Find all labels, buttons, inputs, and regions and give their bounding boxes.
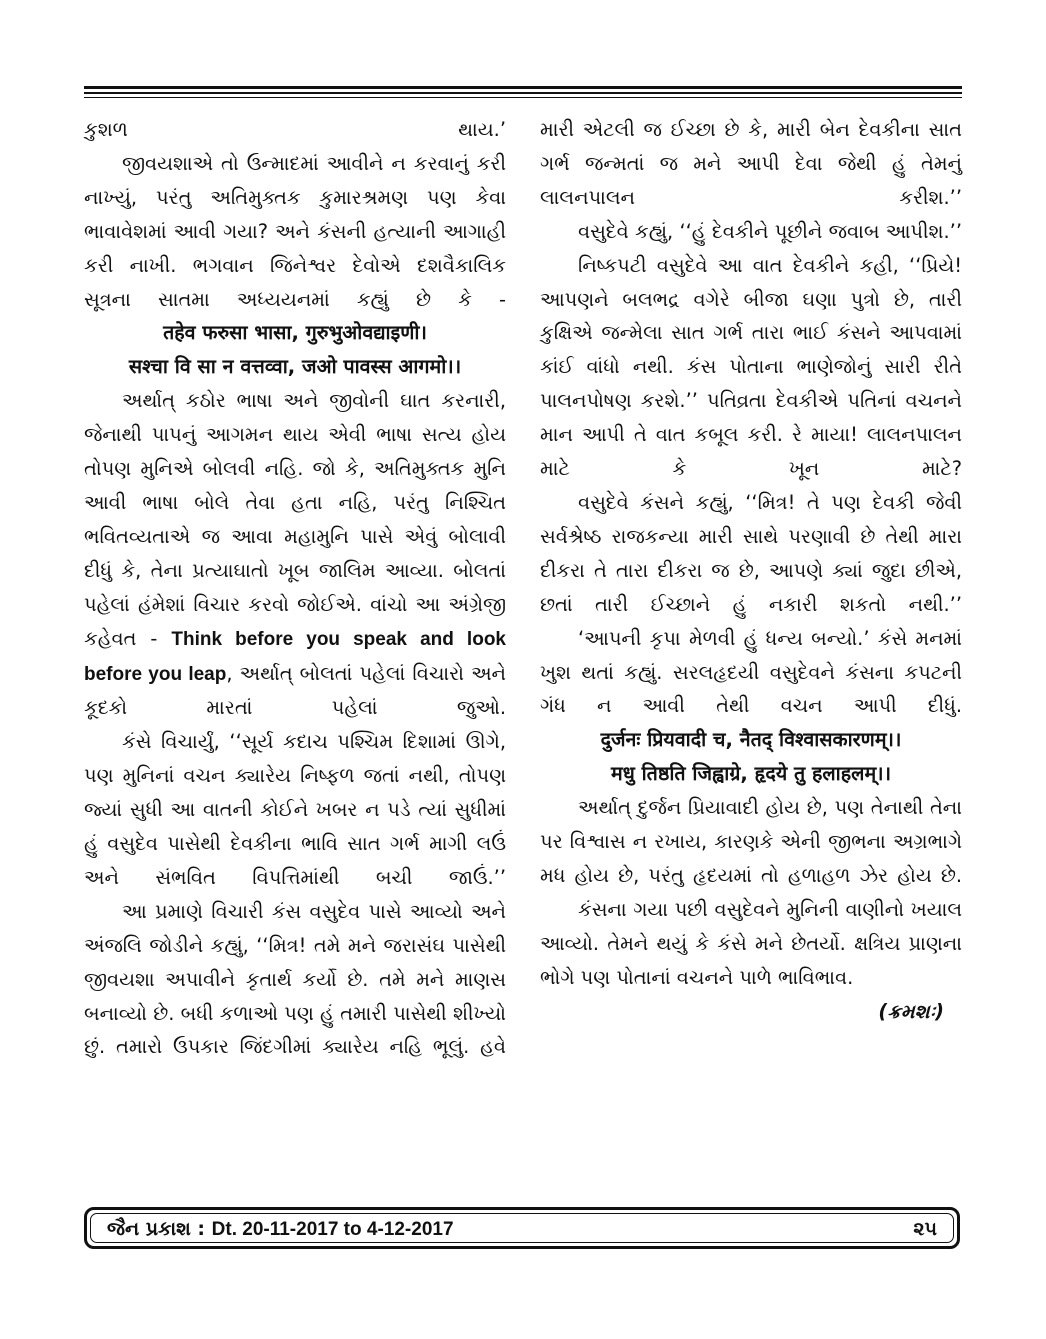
sanskrit-verse-line: मधु तिष्ठति जिह्वाग्रे, हृदये तु हलाहलम्।।	[610, 762, 892, 786]
issue-date-range: Dt. 20-11-2017 to 4-12-2017	[211, 1219, 454, 1240]
paragraph	[540, 893, 962, 1023]
right-column	[540, 113, 962, 1028]
paragraph	[84, 384, 506, 725]
footer-separator: :	[197, 1218, 206, 1240]
sanskrit-verse-line: सश्चा वि सा न वत्तव्वा, जओ पावस्स आगमो।।	[128, 355, 462, 379]
page-number: ૨૫	[913, 1218, 937, 1240]
english-proverb: Think before you speak and look before you leap	[84, 628, 506, 685]
paragraph: વસુદેવે કંસને કહ્યું, ‘‘મિત્ર! તે પણ દેવકી જેવી સર્વશ્રેષ્ઠ રાજકન્યા મારી સાથે પરણાવી છે તેથી મારા દીકરા તે તારા દીકરા જ છે, આપણે ક્યાં જુદા છીએ, છતાં તારી ઈચ્છાને હું નકારી શકતો નથી.’’	[540, 490, 962, 616]
paragraph: જીવયશાએ તો ઉન્માદમાં આવીને ન કરવાનું કરી નાખ્યું, પરંતુ અતિમુક્તક કુમારશ્રમણ પણ કેવા ભાવાવેશમાં આવી ગયા? અને કંસની હત્યાની આગાહી કરી નાખી. ભગવાન જિનેશ્વર દેવોએ દશવૈકાલિક સૂત્રના સાતમા અધ્યયનમાં કહ્યું છે કે -	[84, 151, 506, 311]
paragraph: મારી એટલી જ ઈચ્છા છે કે, મારી બેન દેવકીના સાત ગર્ભ જન્મતાં જ મને આપી દેવા જેથી હું તેમનું લાલનપાલન કરીશ.’’	[540, 118, 962, 209]
paragraph: અર્થાત્ દુર્જન પ્રિયાવાદી હોય છે, પણ તેનાથી તેના પર વિશ્વાસ ન રખાય, કારણકે એની જીભના અગ્રભાગે મધ હોય છે, પરંતુ હૃદયમાં તો હળાહળ ઝેર હોય છે.	[540, 796, 962, 887]
footer-title	[107, 1218, 454, 1241]
publication-name: જૈન પ્રકાશ	[107, 1218, 191, 1240]
paragraph: વસુદેવે કહ્યું, ‘‘હું દેવકીને પૂછીને જવાબ આપીશ.’’	[578, 219, 962, 243]
continued-marker: (ક્રમશઃ)	[878, 999, 944, 1023]
paragraph-text: કંસના ગયા પછી વસુદેવને મુનિની વાણીનો ખયાલ આવ્યો. તેમને થયું કે કંસે મને છેતર્યો. ક્ષત્રિય પ્રાણના ભોગે પણ પોતાનાં વચનને પાળે ભાવિભાવ.	[540, 897, 962, 989]
paragraph-text: અર્થાત્ કઠોર ભાષા અને જીવોની ઘાત કરનારી, જેનાથી પાપનું આગમન થાય એવી ભાષા સત્ય હોય તોપણ મુનિએ બોલવી નહિ. જો કે, અતિમુક્તક મુનિ આવી ભાષા બોલે તેવા હતા નહિ, પરંતુ નિશ્ચિત ભવિતવ્યતાએ જ આવા મહામુનિ પાસે એવું બોલાવી દીધું કે, તેના પ્રત્યાઘાતો ખૂબ જાલિમ આવ્યા. બોલતાં પહેલાં હંમેશાં વિચાર કરવો જોઈએ. વાંચો આ અંગ્રેજી કહેવત -	[84, 389, 506, 650]
header-rule-thin	[84, 97, 962, 98]
left-column	[84, 113, 506, 1064]
paragraph: નિષ્કપટી વસુદેવે આ વાત દેવકીને કહી, ‘‘પ્રિયે! આપણને બલભદ્ર વગેરે બીજા ઘણા પુત્રો છે, તારી કુક્ષિએ જન્મેલા સાત ગર્ભ તારા ભાઈ કંસને આપવામાં કાંઈ વાંધો નથી. કંસ પોતાના ભાણેજોનું સારી રીતે પાલનપોષણ કરશે.’’ પતિવ્રતા દેવકીએ પતિનાં વચનને માન આપી તે વાત કબૂલ કરી. રે માયા! લાલનપાલન માટે કે ખૂન માટે?	[540, 253, 962, 481]
header-rule-thick	[84, 86, 962, 89]
paragraph-text: , અર્થાત્ બોલતાં પહેલાં વિચારો અને કૂદકો મારતાં પહેલાં જુઓ.	[84, 661, 507, 720]
sanskrit-verse-line: तहेव फरुसा भासा, गुरुभुओवद्याइणी।	[163, 321, 427, 345]
footer-box	[84, 1207, 960, 1249]
paragraph: કુશળ થાય.’	[84, 118, 506, 141]
header-rule-medium	[84, 92, 962, 94]
paragraph: કંસે વિચાર્યું, ‘‘સૂર્ય કદાચ પશ્ચિમ દિશામાં ઊગે, પણ મુનિનાં વચન ક્યારેય નિષ્ફળ જતાં નથી, તોપણ જ્યાં સુધી આ વાતની કોઈને ખબર ન પડે ત્યાં સુધીમાં હું વસુદેવ પાસેથી દેવકીના ભાવિ સાત ગર્ભ માગી લઉં અને સંભવિત વિપત્તિમાંથી બચી જાઉં.’’	[84, 730, 506, 889]
paragraph: ‘આપની કૃપા મેળવી હું ધન્ય બન્યો.’ કંસે મનમાં ખુશ થતાં કહ્યું. સરલહૃદયી વસુદેવને કંસના કપટની ગંધ ન આવી તેથી વચન આપી દીધું.	[540, 626, 962, 718]
paragraph: આ પ્રમાણે વિચારી કંસ વસુદેવ પાસે આવ્યો અને અંજલિ જોડીને કહ્યું, ‘‘મિત્ર! તમે મને જરાસંઘ પાસેથી જીવયશા અપાવીને કૃતાર્થ કર્યો છે. તમે મને માણસ બનાવ્યો છે. બધી કળાઓ પણ હું તમારી પાસેથી શીખ્યો છું. તમારો ઉપકાર જિંદગીમાં ક્યારેય નહિ ભૂલું. હવે	[84, 899, 506, 1059]
sanskrit-verse-line: दुर्जनः प्रियवादी च, नैतद् विश्वासकारणम्।।	[600, 728, 902, 752]
